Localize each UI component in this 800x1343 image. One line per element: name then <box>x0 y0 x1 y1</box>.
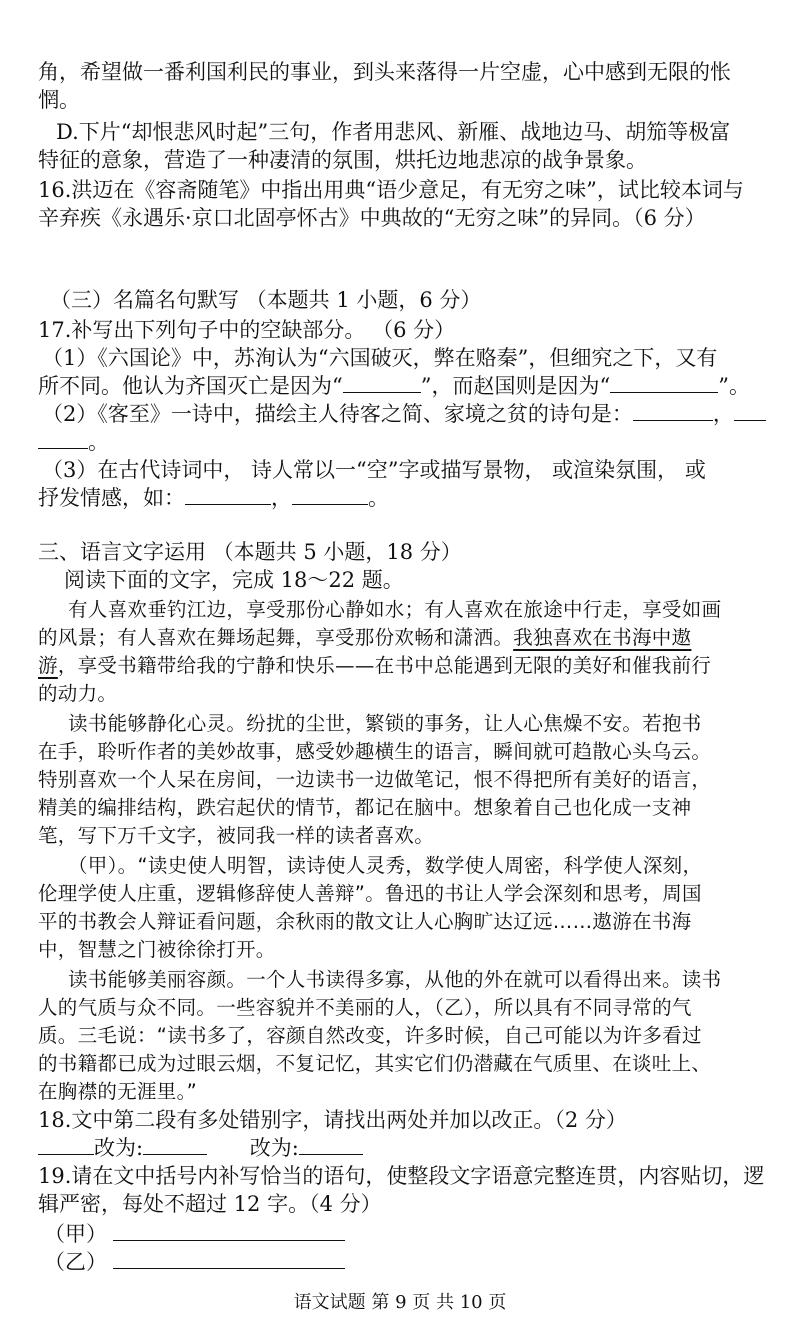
answer-blank[interactable] <box>113 1248 345 1269</box>
q15-option-d-cont: 特征的意象，营造了一种凄清的氛围，烘托边地悲凉的战争景象。 <box>38 148 647 172</box>
passage-line: 中，智慧之门被徐徐打开。 <box>38 938 276 961</box>
q16-prompt: 16.洪迈在《容斋随笔》中指出用典“语少意足，有无穷之味”，试比较本词与 <box>38 178 744 202</box>
underlined-sentence: 我独喜欢在书海中遨 <box>513 626 692 649</box>
passage-line: 读书能够美丽容颜。一个人书读得多寡，从他的外在就可以看得出来。读书 <box>68 968 722 991</box>
q17-item-1-cont: 所不同。他认为齐国灭亡是因为“ ”，而赵国则是因为“ ”。 <box>38 374 750 398</box>
q16-prompt-cont: 辛弃疾《永遇乐·京口北固亭怀古》中典故的“无穷之味”的异同。（6 分） <box>38 206 706 230</box>
answer-blank[interactable] <box>38 1134 94 1155</box>
passage-line: 有人喜欢垂钓江边，享受那份心静如水；有人喜欢在旅途中行走，享受如画 <box>68 598 722 621</box>
passage-line: 精美的编排结构，跌宕起伏的情节，都记在脑中。想象着自己也化成一支神 <box>38 796 692 819</box>
passage-line: 的风景；有人喜欢在舞场起舞，享受那份欢畅和潇洒。我独喜欢在书海中遨 <box>38 626 692 649</box>
q19-answer-yi: （乙） <box>44 1248 762 1276</box>
passage-line: （甲）。“读史使人明智，读诗使人灵秀，数学使人周密，科学使人深刻， <box>68 854 703 877</box>
answer-blank[interactable] <box>633 400 713 421</box>
answer-blank[interactable] <box>38 428 88 449</box>
passage-line: 特别喜欢一个人呆在房间，一边读书一边做笔记，恨不得把所有美好的语言， <box>38 768 712 791</box>
answer-blank[interactable] <box>299 1134 363 1155</box>
q17-item-2-cont: 。 <box>38 428 762 456</box>
q15-text-line: 惘。 <box>38 88 80 112</box>
q15-text-line: 角，希望做一番利国利民的事业，到头来落得一片空虚，心中感到无限的怅 <box>38 60 731 84</box>
answer-blank[interactable] <box>143 1134 207 1155</box>
passage-line: 的书籍都已成为过眼云烟，不复记忆，其实它们仍潜藏在气质里、在谈吐上、 <box>38 1052 712 1075</box>
passage-line: 质。三毛说：“读书多了，容颜自然改变，许多时候，自己可能以为许多看过 <box>38 1024 702 1047</box>
passage-line: 读书能够静化心灵。纷扰的尘世，繁锁的事务，让人心焦燥不安。若抱书 <box>68 712 702 735</box>
passage-line: 游，享受书籍带给我的宁静和快乐——在书中总能遇到无限的美好和催我前行 <box>38 654 712 677</box>
passage-line: 人的气质与众不同。一些容貌并不美丽的人，（乙），所以具有不同寻常的气 <box>38 996 692 1019</box>
answer-blank[interactable] <box>185 484 271 505</box>
reading-instruction: 阅读下面的文字，完成 18～22 题。 <box>64 568 404 592</box>
underlined-sentence: 游 <box>38 654 58 677</box>
answer-blank[interactable] <box>292 484 368 505</box>
passage-line: 的动力。 <box>38 682 118 705</box>
q19-prompt: 19.请在文中括号内补写恰当的语句，使整段文字语意完整连贯，内容贴切，逻 <box>38 1164 765 1188</box>
q18-answer-row: 改为: 改为: <box>38 1134 762 1162</box>
page-footer: 语文试题 第 9 页 共 10 页 <box>293 1292 507 1313</box>
q17-item-3-cont: 抒发情感，如： ， 。 <box>38 486 389 510</box>
passage-line: 伦理学使人庄重，逻辑修辞使人善辩”。鲁迅的书让人学会深刻和思考，周国 <box>38 882 702 905</box>
answer-blank[interactable] <box>610 372 718 393</box>
q17-item-2: （2）《客至》一诗中，描绘主人待客之简、家境之贫的诗句是： ， <box>42 400 762 428</box>
section-heading: （三）名篇名句默写 （本题共 1 小题，6 分） <box>50 288 482 312</box>
passage-line: 笔，写下万千文字，被同我一样的读者喜欢。 <box>38 824 435 847</box>
q17-title: 17.补写出下列句子中的空缺部分。 （6 分） <box>38 318 456 342</box>
q17-item-3: （3）在古代诗词中， 诗人常以一“空”字或描写景物， 或渲染氛围， 或 <box>42 458 706 482</box>
q17-item-1: （1）《六国论》中，苏洵认为“六国破灭，弊在赂秦”，但细究之下，又有 <box>42 346 718 370</box>
passage-line: 在手，聆听作者的美妙故事，感受妙趣横生的语言，瞬间就可趋散心头乌云。 <box>38 740 712 763</box>
passage-line: 在胸襟的无涯里。” <box>38 1080 198 1103</box>
part-heading: 三、语言文字运用 （本题共 5 小题，18 分） <box>38 540 462 564</box>
q19-prompt-cont: 辑严密，每处不超过 12 字。（4 分） <box>38 1192 382 1216</box>
q19-answer-jia: （甲） <box>44 1220 762 1248</box>
passage-line: 平的书教会人辩证看问题，余秋雨的散文让人心胸旷达辽远……遨游在书海 <box>38 910 692 933</box>
q15-option-d: D.下片“却恨悲风时起”三句，作者用悲风、新雁、战地边马、胡笳等极富 <box>56 120 731 144</box>
answer-blank[interactable] <box>343 372 421 393</box>
q18-prompt: 18.文中第二段有多处错别字，请找出两处并加以改正。（2 分） <box>38 1108 627 1132</box>
answer-blank[interactable] <box>113 1220 345 1241</box>
answer-blank[interactable] <box>734 400 766 421</box>
